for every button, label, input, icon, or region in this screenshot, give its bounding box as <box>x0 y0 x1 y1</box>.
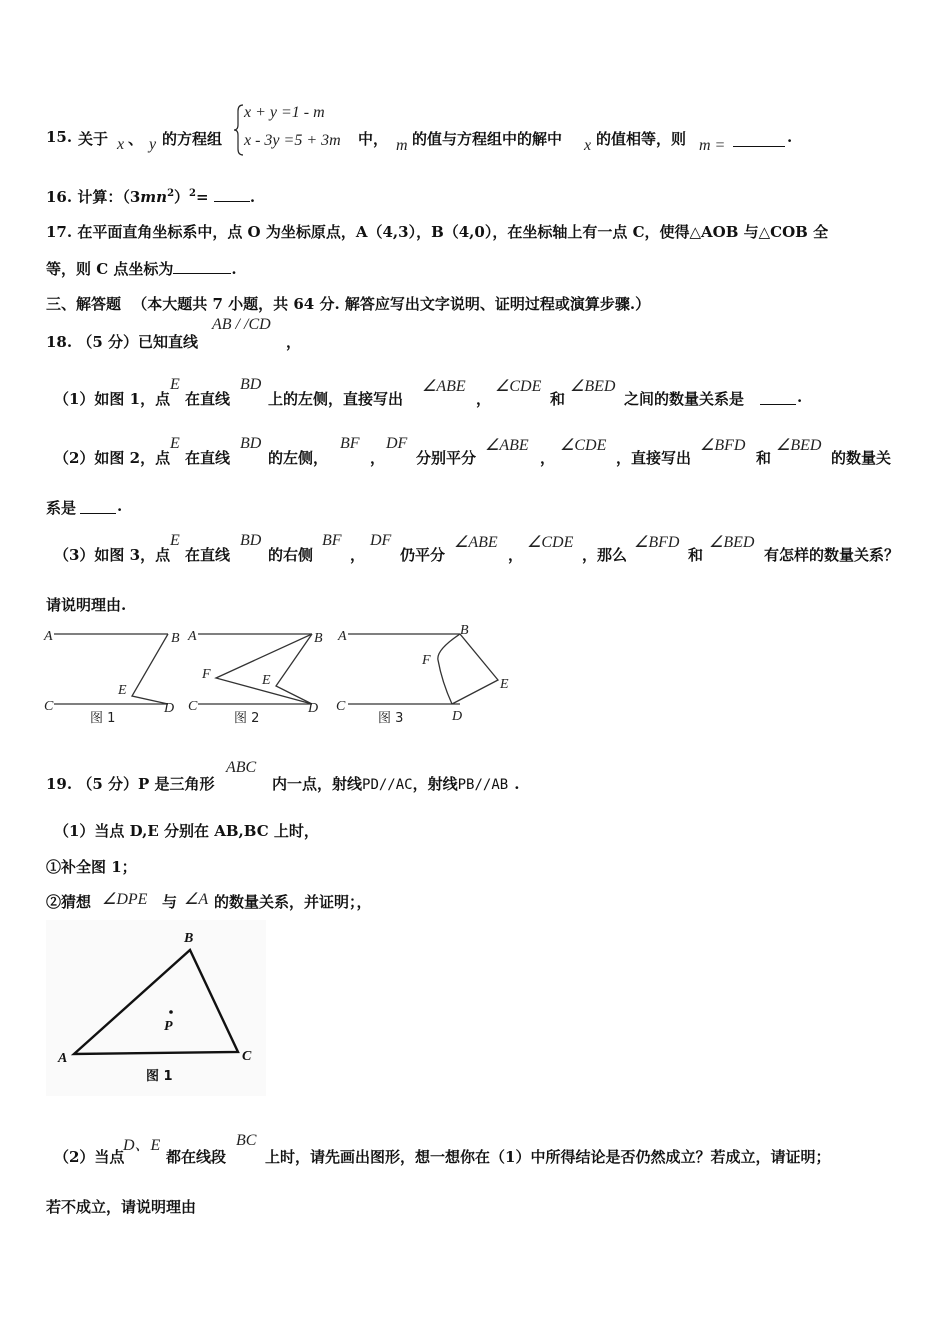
q16-answer-blank <box>214 201 250 202</box>
q15-m-equals: m = <box>699 137 726 154</box>
point-p <box>169 1010 173 1014</box>
fig3-label-a: A <box>338 629 347 644</box>
q15-text-5: 的值相等，则 <box>596 130 687 148</box>
fig3-label-d: D <box>452 709 463 724</box>
q19-rest: 内一点，射线PD//AC，射线PB//AB . <box>272 775 520 793</box>
fig2-caption: 图 2 <box>234 711 260 726</box>
q19-head: 19. （5 分）P 是三角形 <box>46 775 215 793</box>
fig2-label-e: E <box>262 673 271 688</box>
label-c: C <box>242 1049 252 1064</box>
q18-p1-answer-blank <box>760 404 796 405</box>
q18-p2-answer-blank <box>80 513 116 514</box>
label-p: P <box>164 1019 173 1034</box>
fig3-label-b: B <box>460 623 469 638</box>
q15-equation-2: x - 3y =5 + 3m <box>244 132 341 149</box>
fig2-path-bed <box>276 634 312 704</box>
q15-var-x2: x <box>584 137 592 154</box>
q15-var-x: x <box>117 136 125 153</box>
q18-head: 18. （5 分）已知直线 <box>46 333 198 351</box>
label-b: B <box>184 931 194 946</box>
section-heading <box>46 293 650 314</box>
q15-text-4: 的值与方程组中的解中 <box>412 130 563 148</box>
fig2-label-d: D <box>308 701 319 716</box>
q15-text-3: 中， <box>358 130 389 148</box>
q16-text: 计算：（3 <box>77 188 141 206</box>
q18-figures <box>40 620 530 730</box>
fig1-path-bed <box>132 634 168 704</box>
fig3-label-c: C <box>336 699 346 714</box>
fig1-label-c: C <box>44 699 54 714</box>
q15-equation-1: x + y =1 - m <box>244 104 325 121</box>
q19-figure-caption: 图 1 <box>146 1069 173 1084</box>
q16-square-inner: 2 <box>167 188 175 199</box>
fig3-path-bfd <box>438 634 460 704</box>
q16-number: 16. <box>46 188 73 206</box>
fig1-label-b: B <box>171 631 180 646</box>
fig2-path-bfd <box>216 634 312 704</box>
q15-answer-blank <box>733 146 785 147</box>
q19-part-1: （1）当点 D,E 分别在 AB,BC 上时， <box>54 822 319 840</box>
label-a: A <box>58 1051 68 1066</box>
q17-answer-blank <box>173 273 231 274</box>
q15-sep: 、 <box>128 130 144 148</box>
fig2-label-a: A <box>188 629 197 644</box>
q18-ab-parallel-cd: AB / /CD <box>212 316 271 333</box>
fig3-path-bed <box>452 634 498 704</box>
fig1-label-e: E <box>118 683 127 698</box>
q19-step-1: ①补全图 1； <box>46 858 137 876</box>
fig3-label-e: E <box>500 677 509 692</box>
q15-var-m: m <box>396 137 408 154</box>
q16-close: ） <box>174 188 190 206</box>
q18-comma: ， <box>286 333 302 351</box>
fig2-label-f: F <box>202 667 211 682</box>
q19-abc: ABC <box>226 759 257 776</box>
q19-figure <box>46 920 266 1096</box>
fig1-caption: 图 1 <box>90 711 116 726</box>
q15-number: 15. <box>46 128 73 146</box>
q15-text-2: 的方程组 <box>162 130 223 148</box>
fig1-label-a: A <box>44 629 53 644</box>
q16-square-outer: 2 <box>189 188 197 199</box>
fig2-label-b: B <box>314 631 323 646</box>
question-16: 16. 计算：$(3mn^2)^2=$ . <box>46 188 256 206</box>
q17-line-2: 等，则 C 点坐标为 . <box>46 260 237 278</box>
section-title: 三、解答题 <box>46 295 122 313</box>
fig2-label-c: C <box>188 699 198 714</box>
q17-line-1: 17. 在平面直角坐标系中，点 O 为坐标原点，A（4,3），B（4,0），在坐标轴上有一点 C，使得△AOB 与△COB 全 <box>46 223 829 241</box>
fig1-label-d: D <box>164 701 175 716</box>
q16-mn: mn <box>140 188 168 206</box>
q15-var-y: y <box>149 136 157 153</box>
fig3-label-f: F <box>422 653 431 668</box>
section-note: （本大题共 7 小题，共 64 分. 解答应写出文字说明、证明过程或演算步骤.） <box>132 295 651 313</box>
q16-equals: = <box>196 188 209 206</box>
fig3-caption: 图 3 <box>378 711 404 726</box>
q15-text-1: 关于 <box>78 130 109 148</box>
